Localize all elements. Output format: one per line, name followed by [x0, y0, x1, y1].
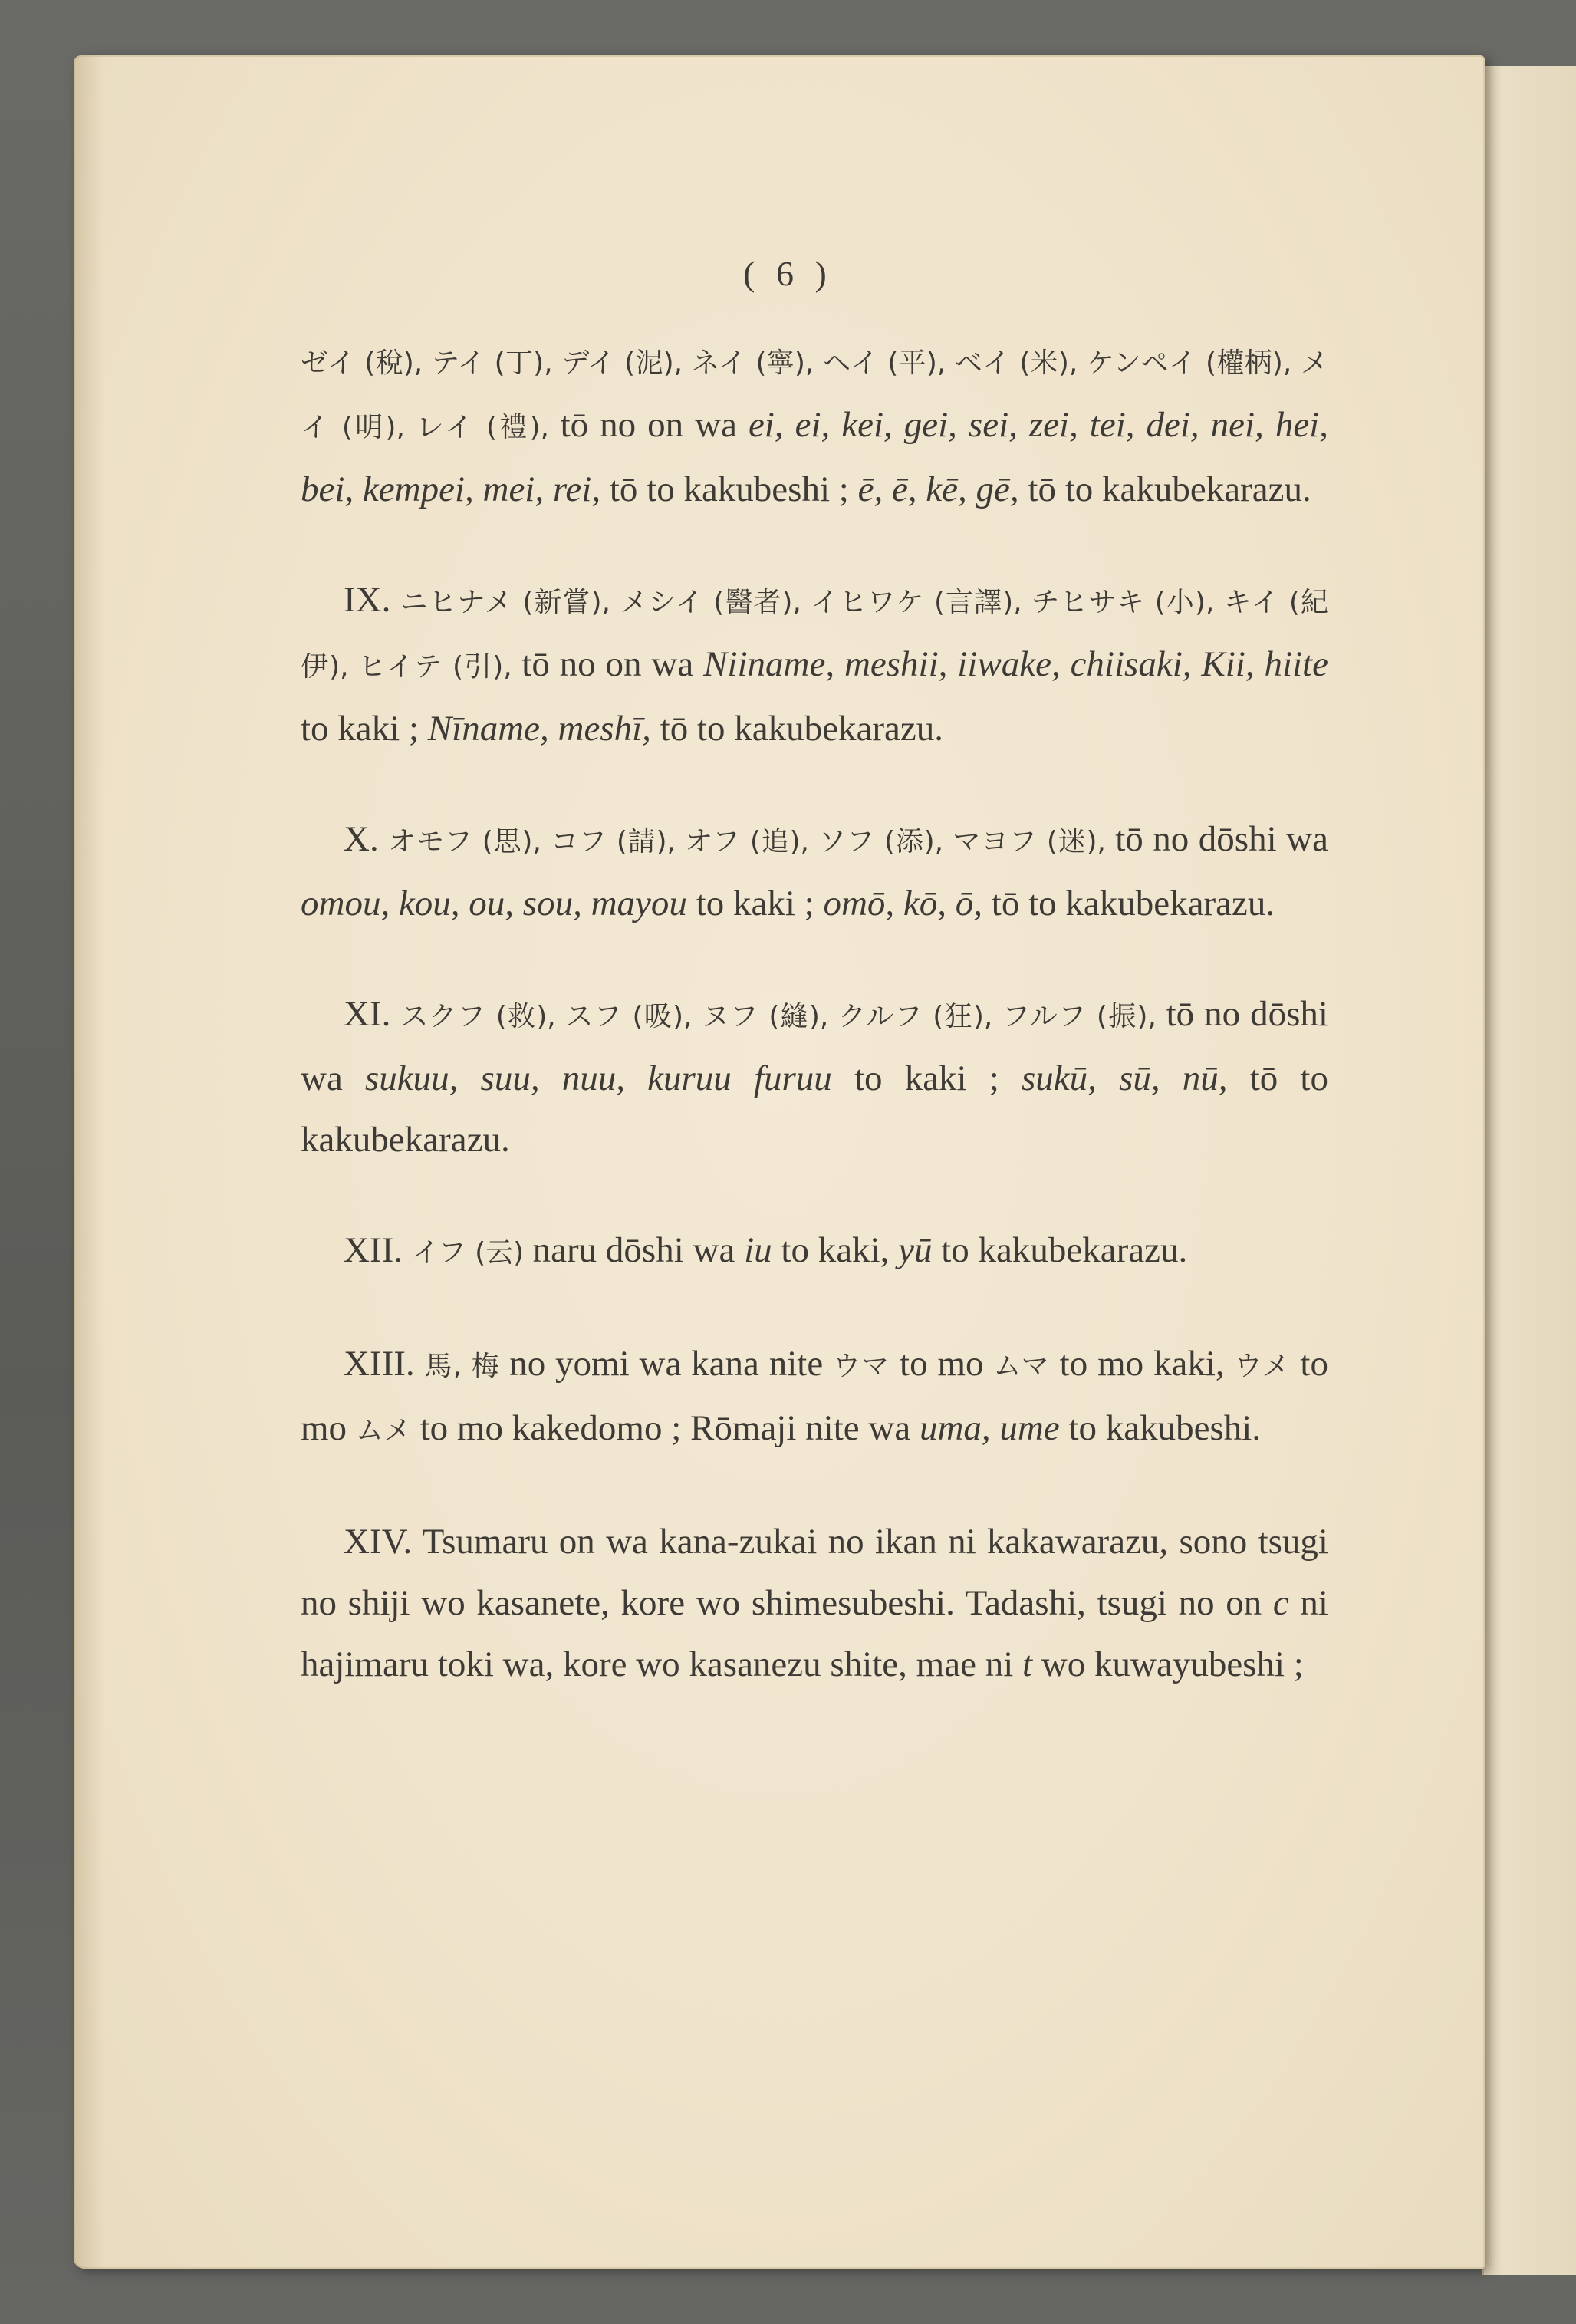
- text-run: IX.: [344, 580, 401, 620]
- italic-text-run: iu: [744, 1230, 772, 1270]
- text-run: to kakubekarazu.: [932, 1230, 1188, 1270]
- text-run: to kaki ;: [686, 884, 824, 923]
- paragraph-continued: [301, 330, 1328, 520]
- text-run: XI.: [344, 994, 401, 1034]
- italic-text-run: sukuu, suu, nuu, kuruu furuu: [364, 1058, 832, 1098]
- italic-text-run: Niiname, meshii, iiwake, chiisaki, Kii, hiite: [703, 644, 1328, 684]
- italic-text-run: ei, ei, kei, gei, sei, zei, tei, dei, nei, hei, bei, kempei, mei, rei,: [301, 405, 1328, 509]
- text-run: tō no dōshi wa: [301, 994, 1328, 1098]
- text-run: XIII.: [344, 1344, 425, 1384]
- text-run: naru dōshi wa: [532, 1230, 745, 1270]
- text-run: to kakubeshi.: [1059, 1408, 1262, 1448]
- italic-text-run: omō, kō, ō,: [823, 884, 983, 923]
- text-run: XII.: [344, 1230, 412, 1270]
- facing-page-edge: [1482, 66, 1576, 2275]
- text-run: tō no on wa: [521, 644, 704, 684]
- text-run: tō to kakubekarazu.: [982, 884, 1275, 923]
- italic-text-run: omou, kou, ou, sou, mayou: [301, 884, 687, 923]
- page-number: ( 6 ): [743, 254, 833, 293]
- japanese-text-run: イフ (云): [411, 1237, 533, 1269]
- japanese-text-run: ウメ: [1234, 1351, 1291, 1382]
- japanese-text-run: ムメ: [355, 1415, 411, 1447]
- japanese-text-run: 馬, 梅: [424, 1351, 510, 1382]
- italic-text-run: t: [1022, 1644, 1033, 1684]
- italic-text-run: ē, ē, kē, gē,: [857, 469, 1019, 509]
- text-run: XIV. Tsumaru on wa kana-zukai no ikan ni kakawarazu, sono tsugi no shiji wo kasanete, kore wo shimesubeshi. Tadashi, tsugi no on: [301, 1522, 1328, 1623]
- paragraph-ix: [301, 569, 1328, 759]
- japanese-text-run: ゼイ (稅), テイ (丁), デイ (泥), ネイ (寧), ヘイ (平), ベイ (米), ケンペイ (權柄), メイ (明), レイ (禮),: [301, 347, 1328, 443]
- text-run: to mo kaki,: [1049, 1344, 1235, 1384]
- paragraph-xi: [301, 983, 1328, 1170]
- text-run: X.: [344, 819, 389, 859]
- text-run: to mo: [301, 1344, 1328, 1448]
- japanese-text-run: ウマ: [833, 1351, 890, 1382]
- paragraph-xiv: [301, 1511, 1328, 1695]
- italic-text-run: Nīname, meshī,: [427, 709, 651, 749]
- page-gutter-shadow: [74, 55, 104, 2269]
- italic-text-run: c: [1272, 1583, 1289, 1623]
- japanese-text-run: ニヒナメ (新嘗), メシイ (醫者), イヒワケ (言譯), チヒサキ (小), キイ (紀伊), ヒイテ (引),: [301, 587, 1328, 683]
- text-run: ni hajimaru toki wa, kore wo kasanezu shite, mae ni: [301, 1583, 1328, 1684]
- italic-text-run: sukū, sū, nū,: [1022, 1058, 1228, 1098]
- text-run: to kaki,: [772, 1230, 899, 1270]
- paragraph-x: [301, 808, 1328, 934]
- text-run: wo kuwayubeshi ;: [1032, 1644, 1304, 1684]
- text-run: to mo: [890, 1344, 994, 1384]
- text-run: tō no dōshi wa: [1115, 819, 1328, 859]
- text-run: to kaki ;: [301, 709, 428, 749]
- text-run: to mo kakedomo ; Rōmaji nite wa: [410, 1408, 920, 1448]
- text-run: tō no on wa: [560, 405, 749, 445]
- japanese-text-run: スクフ (救), スフ (吸), ヌフ (縫), クルフ (狂), フルフ (振),: [400, 1001, 1166, 1032]
- text-run: tō to kakubekarazu.: [301, 1058, 1328, 1160]
- text-run: to kaki ;: [831, 1058, 1022, 1098]
- paragraph-xiii: [301, 1333, 1328, 1462]
- japanese-text-run: オモフ (思), コフ (請), オフ (追), ソフ (添), マヨフ (迷),: [388, 826, 1116, 858]
- japanese-text-run: ムマ: [993, 1351, 1050, 1382]
- page-body-text: [301, 253, 1328, 1695]
- text-run: tō to kakubekarazu.: [1018, 469, 1311, 509]
- paragraph-xii: [301, 1220, 1328, 1284]
- italic-text-run: yū: [898, 1230, 933, 1270]
- text-run: no yomi wa kana nite: [509, 1344, 834, 1384]
- text-run: tō to kakubeshi ;: [600, 469, 858, 509]
- text-run: tō to kakubekarazu.: [650, 709, 943, 749]
- italic-text-run: uma, ume: [919, 1408, 1060, 1448]
